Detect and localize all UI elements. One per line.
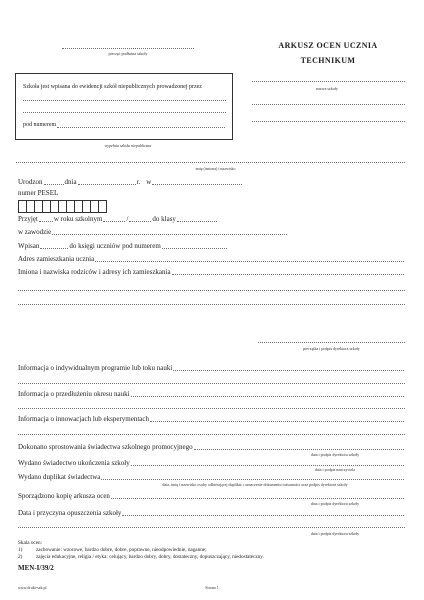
profession-row xyxy=(18,228,288,236)
school-name-blank-2 xyxy=(252,104,405,105)
record-duplicate-blank xyxy=(101,479,404,480)
record-certificate-caption: data i podpis nauczyciela xyxy=(314,467,356,472)
record-correction-label: Dokonano sprostowania świadectwa szkolnego promocyjnego xyxy=(18,443,193,451)
record-leaving-blank xyxy=(122,515,404,516)
admitted-suffix-blank xyxy=(39,221,53,222)
info-individual-program-row xyxy=(18,364,405,372)
record-leaving-row xyxy=(18,509,405,517)
pesel-row xyxy=(18,189,138,197)
record-correction-blank xyxy=(194,449,404,450)
pesel-digit-box xyxy=(43,200,51,213)
admitted-label: Przyjęt xyxy=(18,215,38,223)
pesel-digit-box xyxy=(83,200,91,213)
class-blank xyxy=(177,221,217,222)
address-blank xyxy=(95,261,404,262)
student-name-blank xyxy=(16,162,405,163)
school-name-caption: nazwa szkoły xyxy=(316,86,338,91)
record-copy-caption: data i podpis dyrektora szkoły xyxy=(310,501,360,506)
grading-scale-item-text: zajęcia edukacyjne, religia / etyka: celujący, bardzo dobry, dobry, dostateczny, dopuszczający, niedostateczny. xyxy=(36,554,264,560)
pesel-label: numer PESEL xyxy=(18,189,59,197)
school-stamp-caption: pieczęć podłużna szkoły xyxy=(108,51,148,56)
born-label: Urodzon xyxy=(18,178,43,186)
record-duplicate-label: Wydano duplikat świadectwa xyxy=(18,473,101,481)
grading-scale-item-text: zachowanie: wzorowe, bardzo dobre, dobre, poprawne, nieodpowiednie, naganne; xyxy=(36,547,207,553)
record-copy-blank xyxy=(111,498,404,499)
info-extension-label: Informacja o przedłużeniu okresu nauki xyxy=(18,390,130,398)
grading-scale-item-number: 1) xyxy=(18,547,23,553)
info-individual-program-blank xyxy=(173,370,404,371)
registered-suffix-blank xyxy=(40,248,68,249)
address-label: Adres zamieszkania ucznia xyxy=(18,255,95,263)
school-year-label: w roku szkolnym xyxy=(53,215,103,223)
info-innovation-blank-2 xyxy=(18,434,405,435)
info-extension-blank xyxy=(131,396,404,397)
registry-box xyxy=(15,73,233,140)
parents-blank-2 xyxy=(18,290,405,291)
info-extension-blank-2 xyxy=(18,408,405,409)
pesel-digit-box xyxy=(35,200,43,213)
pesel-digit-box xyxy=(51,200,59,213)
pesel-digit-box xyxy=(99,200,107,213)
director-signature-caption: pieczątka i podpis dyrektora szkoły xyxy=(303,346,360,351)
record-certificate-label: Wydano świadectwo ukończenia szkoły xyxy=(18,459,130,467)
register-number-blank xyxy=(162,248,227,249)
info-individual-program-blank-2 xyxy=(18,383,405,384)
birth-day-label: dnia xyxy=(64,178,77,186)
student-name-caption: imię (imiona) i nazwisko xyxy=(195,166,236,171)
parents-blank xyxy=(172,274,404,275)
school-name-blank-3 xyxy=(252,121,405,122)
record-correction-row xyxy=(18,443,405,451)
info-innovation-row xyxy=(18,415,405,423)
address-row xyxy=(18,255,405,263)
pesel-digit-box xyxy=(27,200,35,213)
admission-row xyxy=(18,215,218,223)
director-signature-blank xyxy=(258,342,405,343)
class-label: do klasy xyxy=(152,215,176,223)
school-year-end-blank xyxy=(129,221,151,222)
form-title: ARKUSZ OCEN UCZNIA xyxy=(278,41,378,50)
info-extension-row xyxy=(18,390,405,398)
profession-blank xyxy=(52,234,287,235)
form-code: MEN-I/39/2 xyxy=(18,564,54,572)
register-row xyxy=(18,242,228,250)
registered-label: Wpisan xyxy=(18,242,40,250)
record-leaving-blank-2 xyxy=(18,527,405,528)
grading-scale-title: Skala ocen: xyxy=(18,540,43,546)
registry-blank-2 xyxy=(23,112,226,113)
birth-date-blank xyxy=(78,184,136,185)
record-certificate-row xyxy=(18,459,405,467)
pesel-digit-box xyxy=(67,200,75,213)
info-innovation-label: Informacja o innowacjach lub eksperymentach xyxy=(18,415,150,423)
birth-year-suffix: r. xyxy=(136,178,141,186)
birth-row xyxy=(18,178,243,186)
birth-place-label: w xyxy=(146,178,152,186)
profession-label: w zawodzie xyxy=(18,228,52,236)
school-stamp-line xyxy=(62,48,194,49)
parents-blank-3 xyxy=(18,304,405,305)
info-innovation-blank xyxy=(150,421,404,422)
footer-page-number: Strona 1 xyxy=(205,585,219,590)
pesel-digit-box xyxy=(59,200,67,213)
grading-scale-item-number: 2) xyxy=(18,554,23,560)
footer-website: www.druki-szk.pl xyxy=(18,585,47,590)
pesel-digit-box xyxy=(91,200,99,213)
record-duplicate-row xyxy=(18,473,405,481)
record-certificate-blank xyxy=(131,465,404,466)
born-suffix-blank xyxy=(44,184,64,185)
parents-label: Imiona i nazwiska rodziców i adresy ich zamieszkania xyxy=(18,268,171,276)
birth-place-blank xyxy=(152,184,242,185)
record-copy-label: Sporządzono kopię arkusza ocen xyxy=(18,492,110,500)
school-name-blank xyxy=(252,81,405,82)
record-leaving-caption: data i podpis dyrektora szkoły xyxy=(310,531,360,536)
pesel-boxes xyxy=(18,200,107,213)
registry-text: Szkoła jest wpisana do ewidencji szkół niepublicznych prowadzonej przez xyxy=(23,84,202,90)
registry-number-blank xyxy=(57,127,225,128)
info-individual-program-label: Informacja o indywidualnym programie lub toku nauki xyxy=(18,364,173,372)
registry-number-label: pod numerem xyxy=(23,122,57,128)
record-correction-caption: data i podpis dyrektora szkoły xyxy=(310,452,360,457)
school-year-separator: / xyxy=(126,215,129,223)
record-duplicate-caption: data, imię i nazwisko osoby odbierającej duplikat i oznaczenie dokumentu tożsamości oraz podpis dyrektora szkoły xyxy=(162,482,348,487)
parents-row xyxy=(18,268,405,276)
school-year-start-blank xyxy=(103,221,125,222)
registry-box-caption: wypełnia szkoła niepubliczna xyxy=(104,143,152,148)
pesel-digit-box xyxy=(75,200,83,213)
pesel-digit-box xyxy=(18,200,27,213)
record-leaving-label: Data i przyczyna opuszczenia szkoły xyxy=(18,509,122,517)
registry-number-row xyxy=(23,121,226,129)
registry-blank-1 xyxy=(23,100,226,101)
register-book-label: do księgi uczniów pod numerem xyxy=(69,242,161,250)
record-copy-row xyxy=(18,492,405,500)
form-subtitle: TECHNIKUM xyxy=(300,56,356,65)
